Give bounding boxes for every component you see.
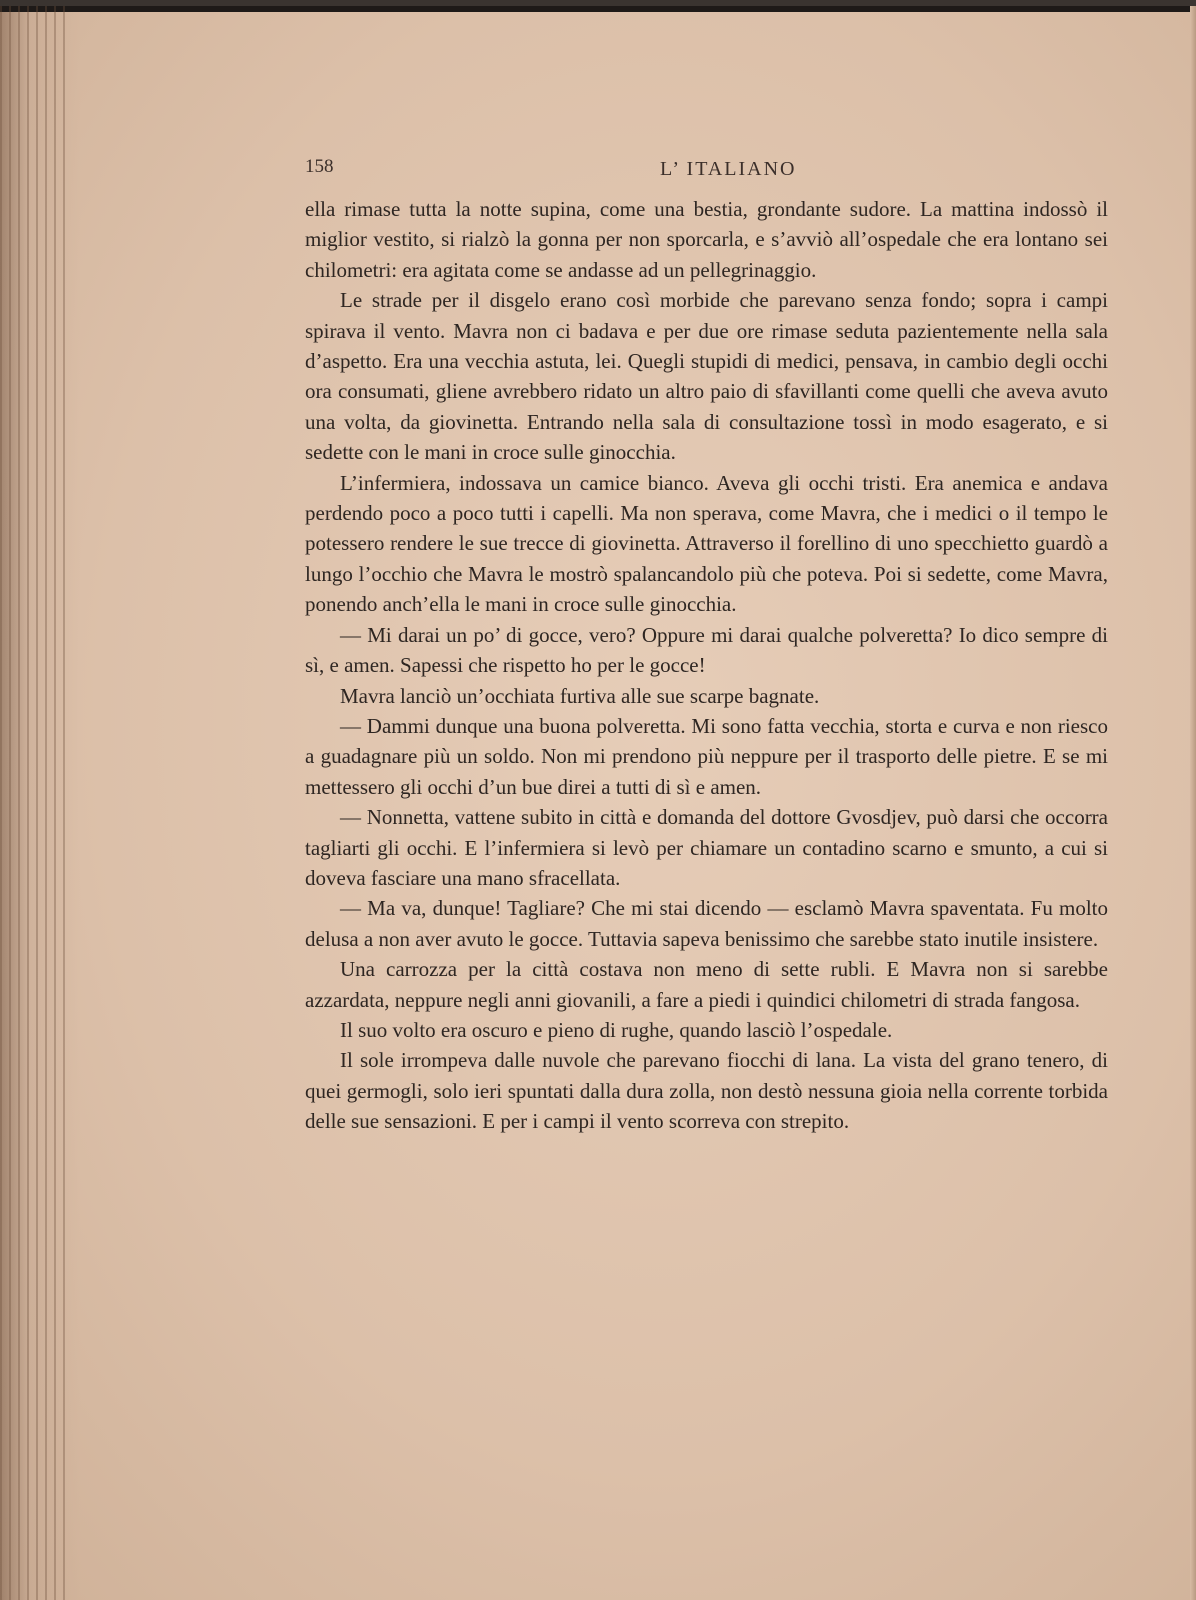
running-head [305, 156, 1105, 186]
paragraph: — Mi darai un po’ di gocce, vero? Oppure mi darai qualche polveretta? Io dico sempre di sì, e amen. Sapessi che rispetto ho per le gocce! [305, 622, 1108, 678]
paragraph: — Dammi dunque una buona polveretta. Mi sono fatta vecchia, storta e curva e non riesco a guadagnare più un soldo. Non mi prendono più neppure per il trasporto delle pietre. E se mi mettessero gli occhi d’un bue direi a tutti di sì e amen. [305, 713, 1108, 799]
running-title: L’ ITALIANO [660, 158, 797, 180]
page-top-edge [0, 6, 1196, 12]
book-page [0, 6, 1196, 1600]
paragraph: Il suo volto era oscuro e pieno di rughe, quando lasciò l’ospedale. [340, 1017, 893, 1042]
page-right-edge [1190, 6, 1196, 1600]
paragraph: — Nonnetta, vattene subito in città e domanda del dottore Gvosdjev, può darsi che occorra tagliarti gli occhi. E l’infermiera si levò per chiamare un contadino scarno e smunto, a cui si doveva fasciare una mano sfracellata. [305, 805, 1108, 890]
paragraph: L’infermiera, indossava un camice bianco. Aveva gli occhi tristi. Era anemica e andava perdendo poco a poco tutti i capelli. Ma non sperava, come Mavra, che i medici o il tempo le potessero rendere le sue trecce di giovinetta. Attraverso il forellino di uno specchietto guardò a lungo l’occhio che Mavra le mostrò spalancandolo più che poteva. Poi si sedette, come Mavra, ponendo anch’ella le mani in croce sulle ginocchia. [305, 470, 1108, 617]
paragraph: Le strade per il disgelo erano così morbide che parevano senza fondo; sopra i campi spirava il vento. Mavra non ci badava e per due ore rimase seduta pazientemente nella sala d’aspetto. Era una vecchia astuta, lei. Quegli stupidi di medici, pensava, in cambio degli occhi ora consumati, gliene avrebbero ridato un altro paio di sfavillanti come quelli che aveva avuto una volta, da giovinetta. Entrando nella sala di consultazione tossì in modo esagerato, e si sedette con le mani in croce sulle ginocchia. [305, 288, 1108, 465]
paragraph: — Ma va, dunque! Tagliare? Che mi stai dicendo — esclamò Mavra spaventata. Fu molto delusa a non aver avuto le gocce. Tuttavia sapeva benissimo che sarebbe stato inutile insistere. [305, 896, 1108, 951]
paragraph: ella rimase tutta la notte supina, come una bestia, grondante sudore. La mattina indossò il miglior vestito, si rialzò la gonna per non sporcarla, e s’avviò all’ospedale che era lontano sei chilometri: era agitata come se andasse ad un pellegrinaggio. [305, 197, 1108, 282]
binding-edge [0, 6, 70, 1600]
paragraph: Una carrozza per la città costava non meno di sette rubli. E Mavra non si sarebbe azzardata, neppure negli anni giovanili, a fare a piedi i quindici chilometri di strada fangosa. [305, 957, 1108, 1012]
page-number: 158 [305, 156, 334, 177]
body-text [305, 194, 1108, 1137]
paragraph: Mavra lanciò un’occhiata furtiva alle sue scarpe bagnate. [340, 683, 820, 708]
paragraph: Il sole irrompeva dalle nuvole che parevano fiocchi di lana. La vista del grano tenero, di quei germogli, solo ieri spuntati dalla dura zolla, non destò nessuna gioia nella corrente torbida delle sue sensazioni. E per i campi il vento scorreva con strepito. [305, 1048, 1108, 1134]
